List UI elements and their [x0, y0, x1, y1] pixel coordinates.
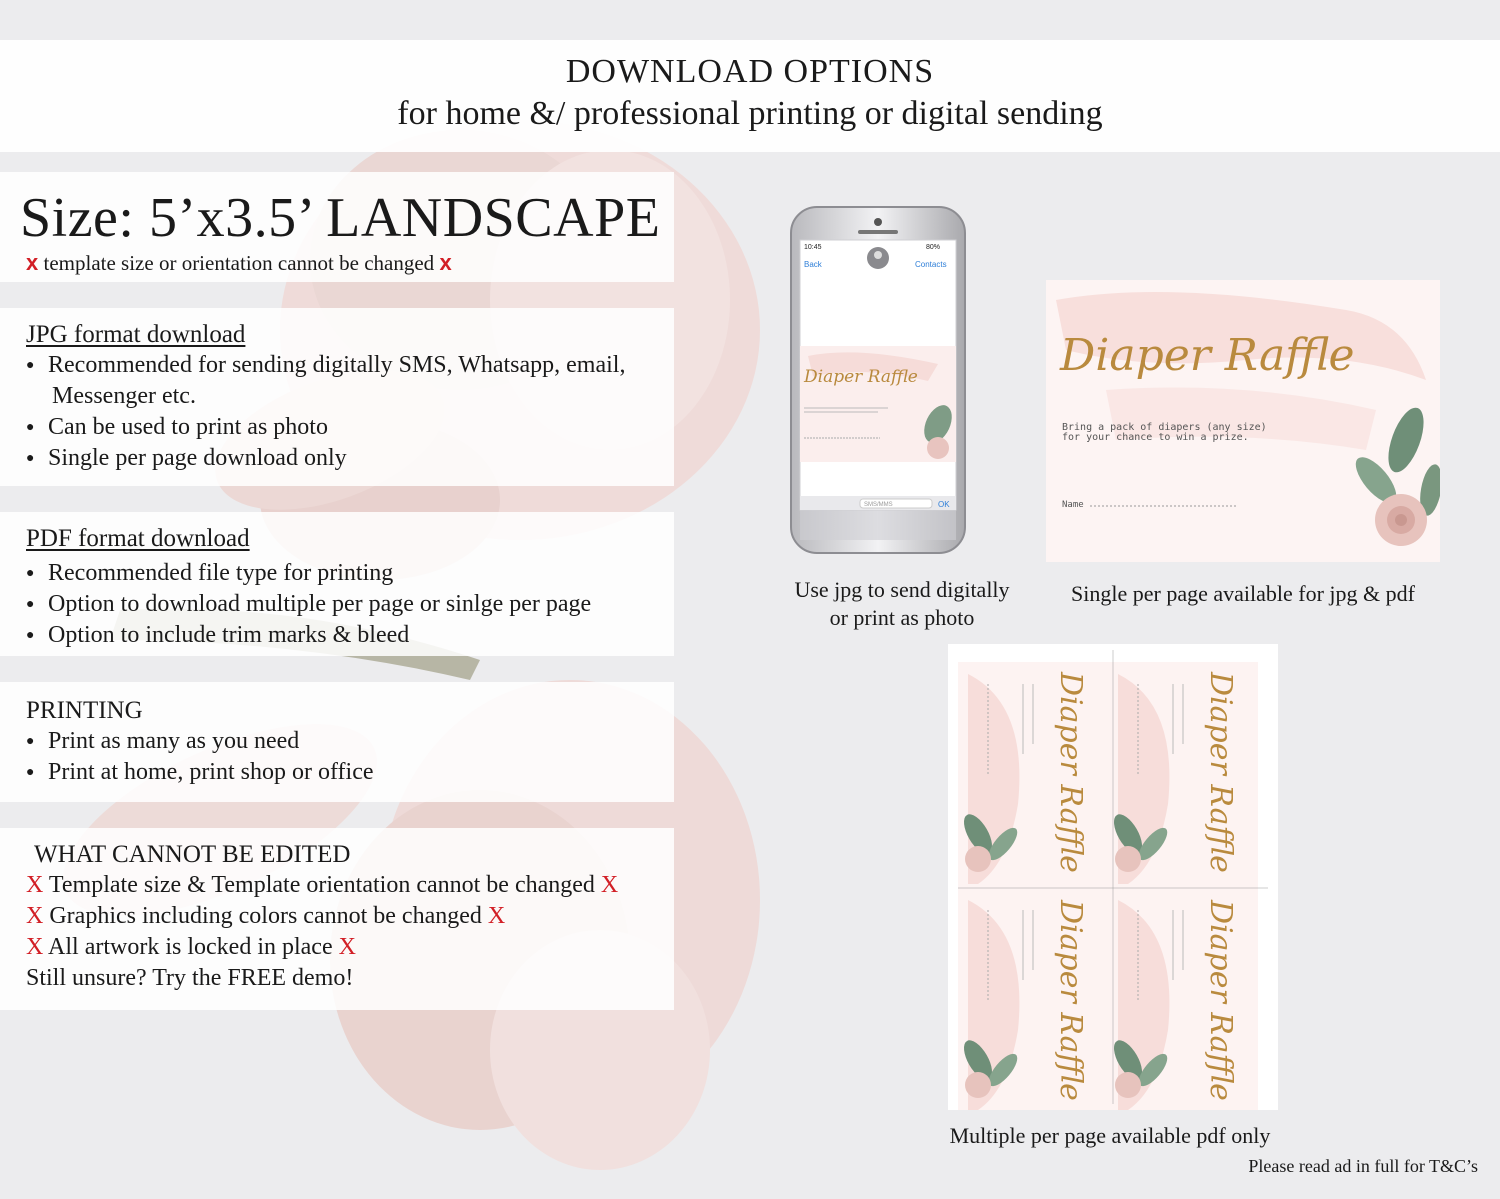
pdf-title: PDF format download	[26, 525, 250, 552]
cannot-edit-title: WHAT CANNOT BE EDITED	[34, 841, 351, 868]
jpg-panel	[0, 308, 674, 486]
phone-caption-line: Use jpg to send digitally	[794, 577, 1010, 602]
status-battery: 80%	[926, 244, 941, 251]
printing-item: ● Print as many as you need	[26, 726, 674, 757]
x-mark: X	[26, 903, 44, 929]
card-line-1: Bring a pack of diapers (any size)	[1062, 422, 1267, 433]
size-note-text: template size or orientation cannot be changed	[43, 251, 435, 275]
single-card-preview	[1046, 280, 1440, 562]
phone-caption	[780, 576, 1024, 632]
x-mark: X	[338, 934, 356, 960]
sms-input[interactable]: SMS/MMS	[864, 502, 893, 508]
printing-title: PRINTING	[26, 697, 143, 724]
card-title: Diaper Raffle	[1203, 900, 1238, 1101]
x-mark: X	[600, 872, 619, 898]
mini-card-title: Diaper Raffle	[804, 367, 918, 387]
jpg-item: ● Can be used to print as photo	[26, 412, 674, 443]
x-mark: X	[487, 903, 506, 929]
pdf-item: ● Recommended file type for printing	[26, 558, 674, 589]
jpg-item: ● Recommended for sending digitally SMS, Whatsapp, email,	[26, 350, 674, 381]
cannot-edit-item	[26, 932, 674, 963]
card-title: Diaper Raffle	[1060, 330, 1355, 381]
jpg-title: JPG format download	[26, 321, 246, 348]
single-caption: Single per page available for jpg & pdf	[1071, 581, 1415, 606]
multiple-caption: Multiple per page available pdf only	[949, 1123, 1271, 1148]
size-panel	[0, 172, 674, 282]
cannot-edit-panel	[0, 828, 674, 1010]
pdf-item: ● Option to download multiple per page or sinlge per page	[26, 589, 674, 620]
size-title: Size: 5’x3.5’ LANDSCAPE	[20, 187, 661, 249]
header-banner	[0, 40, 1500, 152]
cannot-edit-text: All artwork is locked in place	[48, 934, 333, 960]
cannot-edit-item	[26, 870, 674, 901]
size-note	[26, 250, 674, 276]
x-mark: x	[26, 250, 39, 275]
phone-mockup	[788, 206, 968, 556]
header-subtitle: for home &/ professional printing or digital sending	[397, 95, 1103, 132]
x-mark: x	[439, 250, 452, 275]
demo-text: Still unsure? Try the FREE demo!	[26, 965, 354, 991]
card-title: Diaper Raffle	[1053, 900, 1088, 1101]
terms-footnote: Please read ad in full for T&C’s	[1248, 1156, 1478, 1176]
status-time: 10:45	[804, 244, 822, 251]
jpg-item-continued: Messenger etc.	[52, 383, 196, 409]
card-title: Diaper Raffle	[1203, 672, 1238, 873]
card-line-2: for your chance to win a prize.	[1062, 432, 1249, 443]
printing-panel	[0, 682, 674, 802]
pdf-item: ● Option to include trim marks & bleed	[26, 620, 674, 651]
rose-icon	[927, 437, 949, 459]
multiple-per-page-preview	[948, 644, 1278, 1110]
cannot-edit-text: Template size & Template orientation cannot be changed	[48, 872, 595, 898]
x-mark: X	[26, 934, 44, 960]
back-link[interactable]: Back	[804, 260, 822, 269]
card-name-label: Name	[1062, 500, 1084, 510]
cannot-edit-item	[26, 901, 674, 932]
ok-button[interactable]: OK	[938, 500, 950, 509]
pdf-panel	[0, 512, 674, 656]
phone-caption-line: or print as photo	[829, 605, 975, 630]
cannot-edit-text: Graphics including colors cannot be changed	[49, 903, 482, 929]
header-title: DOWNLOAD OPTIONS	[565, 53, 935, 90]
x-mark: X	[26, 872, 44, 898]
jpg-item: ● Single per page download only	[26, 443, 674, 474]
card-title: Diaper Raffle	[1053, 672, 1088, 873]
printing-item: ● Print at home, print shop or office	[26, 757, 674, 788]
contacts-link[interactable]: Contacts	[915, 260, 947, 269]
